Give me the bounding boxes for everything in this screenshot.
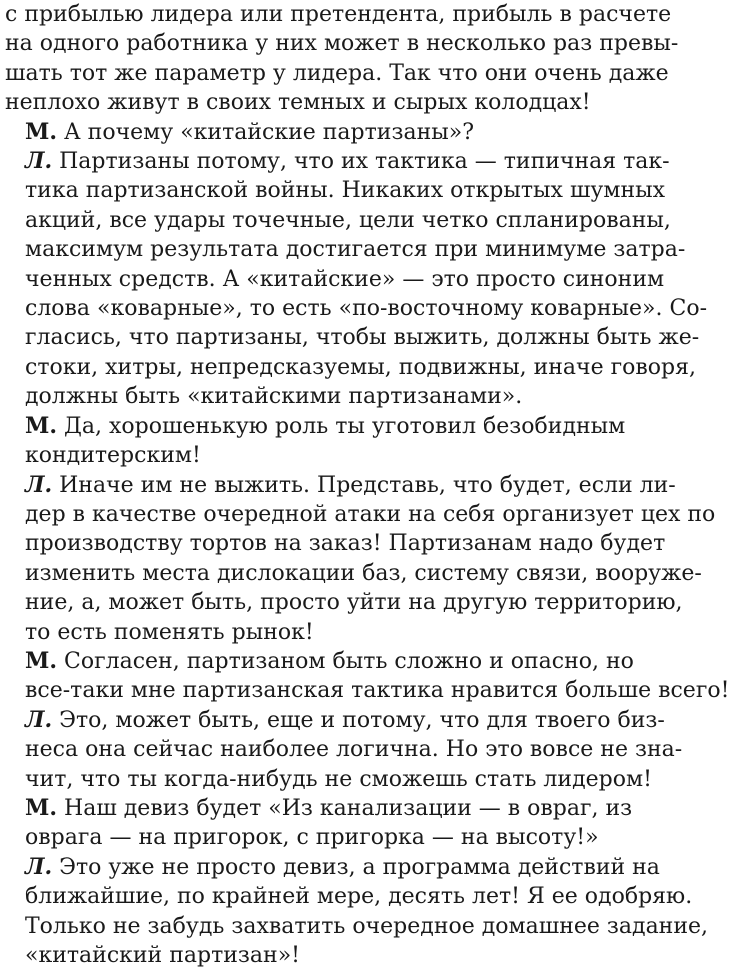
dialogue-paragraph <box>5 147 708 412</box>
text-line: неса она сейчас наиболее логична. Но это вовсе не зна- <box>25 737 683 763</box>
speaker-label: Л. <box>25 471 53 498</box>
dialogue-text: Да, хорошенькую роль ты уготовил безобидным <box>64 413 626 439</box>
text-line <box>5 706 665 735</box>
text-line: ченных средств. А «китайские» — это просто синоним <box>25 266 665 292</box>
speaker-label: М. <box>25 647 58 674</box>
text-line: слова «коварные», то есть «по-восточному коварные». Со- <box>25 296 708 322</box>
dialogue-text: Согласен, партизаном быть сложно и опасно, но <box>64 648 634 674</box>
speaker-label: Л. <box>25 148 53 175</box>
dialogue-paragraph <box>5 794 633 853</box>
text-line <box>5 147 670 176</box>
text-line: все-таки мне партизанская тактика нравится больше всего! <box>25 678 729 704</box>
text-line: шать тот же параметр у лидера. Так что они очень даже <box>5 60 669 86</box>
text-line: чит, что ты когда-нибудь не сможешь стать лидером! <box>25 766 652 792</box>
text-line <box>5 647 634 676</box>
text-line <box>5 794 633 823</box>
text-line <box>5 471 676 500</box>
text-line: ближайшие, по крайней мере, десять лет! Я ее одобряю. <box>25 884 693 910</box>
speaker-label: Л. <box>25 853 53 880</box>
dialogue-text: Наш девиз будет «Из канализации — в овраг, из <box>64 795 633 821</box>
speaker-label: Л. <box>25 706 53 733</box>
dialogue-text: Это, может быть, еще и потому, что для твоего биз- <box>59 707 665 733</box>
text-line: производству тортов на заказ! Партизанам надо будет <box>25 531 666 557</box>
dialogue-paragraph <box>5 853 709 970</box>
speaker-label: М. <box>25 412 58 439</box>
text-line: тика партизанской войны. Никаких открытых шумных <box>25 178 666 204</box>
text-line <box>5 853 660 882</box>
text-line: Только не забудь захватить очередное домашнее задание, <box>25 913 709 939</box>
paragraph-continuation <box>5 0 679 118</box>
text-line: оврага — на пригорок, с пригорка — на высоту!» <box>25 825 599 851</box>
dialogue-paragraph <box>5 118 614 147</box>
text-line: с прибылью лидера или претендента, прибыль в расчете <box>5 2 672 27</box>
text-line: стоки, хитры, непредсказуемы, подвижны, иначе говоря, <box>25 354 696 380</box>
text-line: то есть поменять рынок! <box>25 619 314 645</box>
dialogue-text: Иначе им не выжить. Представь, что будет, если ли- <box>59 472 676 498</box>
text-line: должны быть «китайскими партизанами». <box>25 384 523 410</box>
dialogue-text: Партизаны потому, что их тактика — типичная так- <box>59 149 670 175</box>
text-line <box>5 412 626 441</box>
text-line: максимум результата достигается при минимуме затра- <box>25 237 686 263</box>
text-line: дер в качестве очередной атаки на себя организует цех по <box>25 501 716 527</box>
dialogue-paragraph <box>5 412 626 471</box>
dialogue-paragraph <box>5 706 683 794</box>
dialogue-paragraph <box>5 471 716 647</box>
text-line: кондитерским! <box>25 443 201 469</box>
text-line: на одного работника у них может в несколько раз превы- <box>5 31 679 57</box>
text-line <box>5 118 614 147</box>
text-line: гласись, что партизаны, чтобы выжить, должны быть же- <box>25 325 700 351</box>
text-line: акций, все удары точечные, цели четко спланированы, <box>25 207 671 233</box>
dialogue-text: Это уже не просто девиз, а программа действий на <box>59 854 660 880</box>
text-line: неплохо живут в своих темных и сырых колодцах! <box>5 90 591 116</box>
speaker-label: М. <box>25 118 58 145</box>
text-line: изменить места дислокации баз, систему связи, вооруже- <box>25 560 702 586</box>
speaker-label: М. <box>25 794 58 821</box>
text-line: ние, а, может быть, просто уйти на другую территорию, <box>25 590 683 616</box>
dialogue-paragraph <box>5 647 729 706</box>
dialogue-text: А почему «китайские партизаны»? <box>64 119 475 145</box>
text-line: «китайский партизан»! <box>25 943 300 968</box>
